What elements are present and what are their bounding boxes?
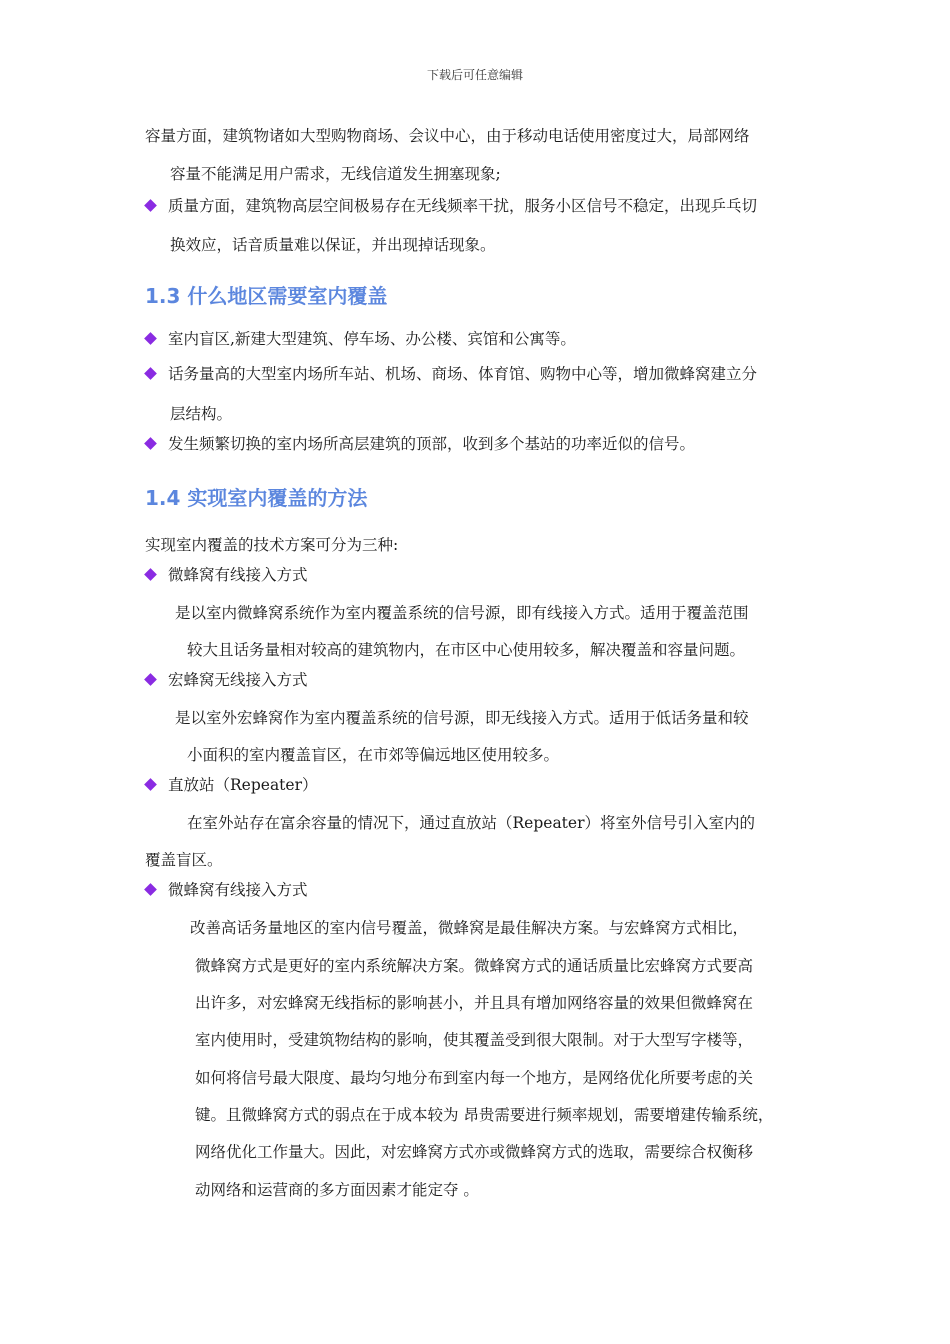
paragraph-line: 改善高话务量地区的室内信号覆盖，微蜂窝是最佳解决方案。与宏蜂窝方式相比， — [190, 919, 749, 937]
method-title: 直放站（Repeater） — [168, 776, 318, 794]
diamond-bullet-icon — [144, 778, 157, 791]
section-heading-1-4 — [145, 482, 367, 511]
paragraph-line: 在室外站存在富余容量的情况下，通过直放站（Repeater）将室外信号引入室内的 — [187, 814, 755, 832]
diamond-bullet-icon — [144, 568, 157, 581]
paragraph-line: 是以室外宏蜂窝作为室内覆盖系统的信号源，即无线接入方式。适用于低话务量和较 — [175, 709, 749, 727]
diamond-bullet-icon — [144, 673, 157, 686]
diamond-bullet-icon — [144, 883, 157, 896]
method-title: 微蜂窝有线接入方式 — [168, 566, 308, 584]
paragraph-line: 容量不能满足用户需求，无线信道发生拥塞现象; — [170, 165, 501, 183]
paragraph-line: 微蜂窝方式是更好的室内系统解决方案。微蜂窝方式的通话质量比宏蜂窝方式要高 — [195, 957, 754, 975]
page-header: 下载后可任意编辑 — [426, 68, 523, 82]
heading-text: 什么地区需要室内覆盖 — [187, 284, 388, 308]
diamond-bullet-icon — [144, 332, 157, 345]
paragraph-line: 网络优化工作量大。因此，对宏蜂窝方式亦或微蜂窝方式的选取，需要综合权衡移 — [195, 1143, 754, 1161]
bullet-line: 室内盲区,新建大型建筑、停车场、办公楼、宾馆和公寓等。 — [168, 330, 576, 348]
paragraph-line: 是以室内微蜂窝系统作为室内覆盖系统的信号源，即有线接入方式。适用于覆盖范围 — [175, 604, 749, 622]
paragraph-line: 覆盖盲区。 — [145, 851, 223, 869]
bullet-line: 质量方面，建筑物高层空间极易存在无线频率干扰，服务小区信号不稳定，出现乒乓切 — [168, 197, 758, 215]
paragraph-line: 室内使用时，受建筑物结构的影响，使其覆盖受到很大限制。对于大型写字楼等， — [195, 1031, 754, 1049]
paragraph-line: 小面积的室内覆盖盲区，在市郊等偏远地区使用较多。 — [187, 746, 560, 764]
heading-number: 1.3 — [145, 284, 181, 308]
paragraph-line: 动网络和运营商的多方面因素才能定夺 。 — [195, 1181, 479, 1199]
section-heading-1-3 — [145, 280, 387, 309]
diamond-bullet-icon — [144, 199, 157, 212]
paragraph-line: 键。且微蜂窝方式的弱点在于成本较为 昂贵需要进行频率规划，需要增建传输系统， — [195, 1106, 774, 1124]
paragraph-line: 如何将信号最大限度、最均匀地分布到室内每一个地方，是网络优化所要考虑的关 — [195, 1069, 754, 1087]
paragraph-line: 出许多，对宏蜂窝无线指标的影响甚小，并且具有增加网络容量的效果但微蜂窝在 — [195, 994, 754, 1012]
heading-text: 实现室内覆盖的方法 — [187, 486, 368, 510]
bullet-line: 发生频繁切换的室内场所高层建筑的顶部，收到多个基站的功率近似的信号。 — [168, 435, 696, 453]
paragraph-line: 换效应，话音质量难以保证，并出现掉话现象。 — [170, 236, 496, 254]
intro-line: 实现室内覆盖的技术方案可分为三种: — [145, 536, 399, 554]
diamond-bullet-icon — [144, 367, 157, 380]
heading-number: 1.4 — [145, 486, 181, 510]
bullet-line: 话务量高的大型室内场所车站、机场、商场、体育馆、购物中心等，增加微蜂窝建立分 — [168, 365, 758, 383]
paragraph-line: 层结构。 — [170, 405, 233, 423]
diamond-bullet-icon — [144, 437, 157, 450]
paragraph-line: 容量方面，建筑物诸如大型购物商场、会议中心，由于移动电话使用密度过大，局部网络 — [145, 127, 750, 145]
method-title: 微蜂窝有线接入方式 — [168, 881, 308, 899]
method-title: 宏蜂窝无线接入方式 — [168, 671, 308, 689]
paragraph-line: 较大且话务量相对较高的建筑物内，在市区中心使用较多，解决覆盖和容量问题。 — [187, 641, 746, 659]
